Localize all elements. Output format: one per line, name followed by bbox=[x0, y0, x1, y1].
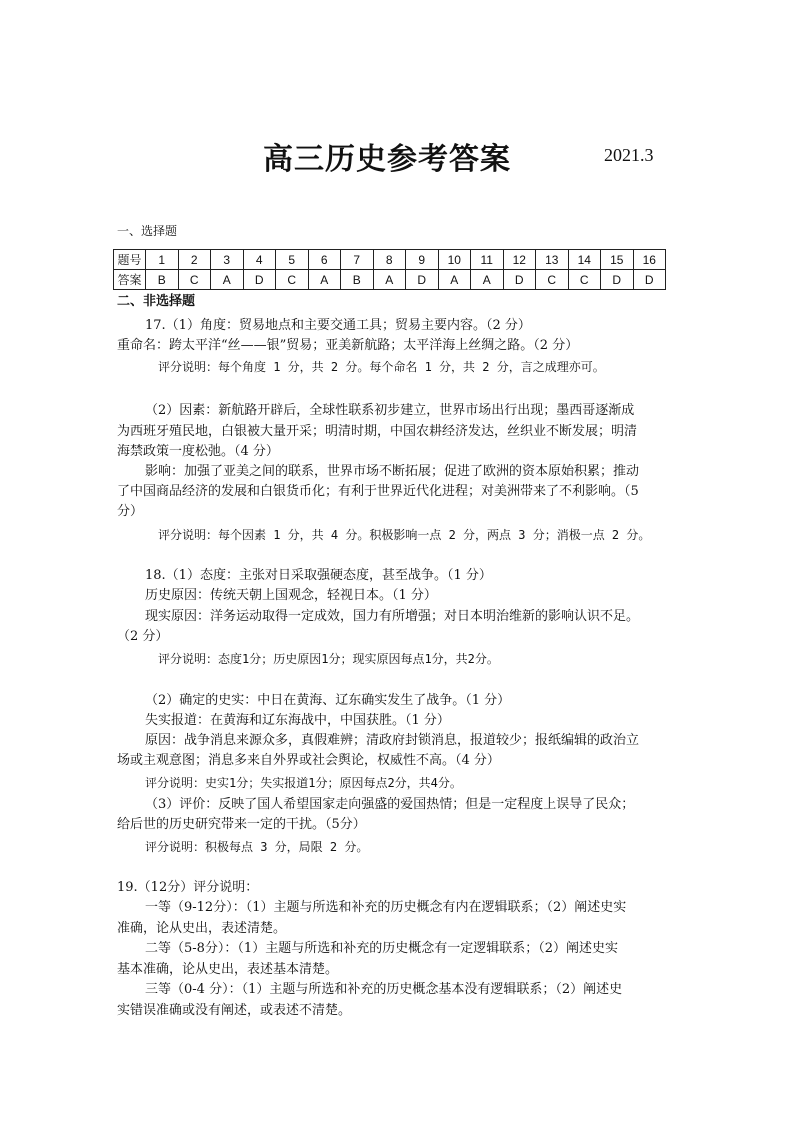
table-cell: 13 bbox=[536, 250, 569, 270]
q18-line: 失实报道：在黄海和辽东海战中，中国获胜。（1 分） bbox=[145, 713, 450, 728]
table-cell: D bbox=[503, 270, 536, 290]
q17-line: 海禁政策一度松弛。（4 分） bbox=[117, 444, 279, 459]
page-title: 高三历史参考答案 bbox=[263, 142, 511, 177]
table-cell: A bbox=[211, 270, 244, 290]
table-cell: C bbox=[178, 270, 211, 290]
q18-line: 原因：战争消息来源众多，真假难辨；清政府封锁消息，报道较少；报纸编辑的政治立 bbox=[145, 733, 640, 748]
q18-line: 历史原因：传统天朝上国观念，轻视日本。（1 分） bbox=[145, 588, 437, 603]
q18-line: 18.（1）态度：主张对日采取强硬态度，甚至战争。（1 分） bbox=[145, 568, 492, 583]
table-header-answer: 答案 bbox=[114, 270, 146, 290]
table-cell: C bbox=[568, 270, 601, 290]
table-row-numbers bbox=[114, 250, 666, 270]
q18-line: （3）评价：反映了国人希望国家走向强盛的爱国热情；但是一定程度上误导了民众； bbox=[145, 797, 635, 812]
table-header-number: 题号 bbox=[114, 250, 146, 270]
table-row-answers bbox=[114, 270, 666, 290]
table-cell: 15 bbox=[601, 250, 634, 270]
table-cell: C bbox=[536, 270, 569, 290]
table-cell: B bbox=[146, 270, 179, 290]
q18-line: （2 分） bbox=[117, 629, 169, 644]
q19-line: 实错误准确或没有阐述，或表述不清楚。 bbox=[117, 1003, 352, 1018]
table-cell: A bbox=[471, 270, 504, 290]
q17-line: 分） bbox=[117, 504, 144, 519]
table-cell: A bbox=[308, 270, 341, 290]
q19-line: 二等（5-8分）：（1）主题与所选和补充的历史概念有一定逻辑联系；（2）阐述史实 bbox=[145, 941, 618, 956]
table-cell: A bbox=[438, 270, 471, 290]
table-cell: 11 bbox=[471, 250, 504, 270]
q19-line: 一等（9-12分）：（1）主题与所选和补充的历史概念有内在逻辑联系；（2）阐述史实 bbox=[145, 900, 627, 915]
table-cell: A bbox=[373, 270, 406, 290]
table-cell: B bbox=[341, 270, 374, 290]
table-cell: D bbox=[633, 270, 666, 290]
section1-title: 一、选择题 bbox=[117, 224, 178, 238]
table-cell: C bbox=[276, 270, 309, 290]
q17-line: 重命名：跨太平洋“丝——银”贸易；亚美新航路；太平洋海上丝绸之路。（2 分） bbox=[117, 338, 579, 353]
table-cell: D bbox=[243, 270, 276, 290]
table-cell: 3 bbox=[211, 250, 244, 270]
q18-scoring-note: 评分说明：积极每点 3 分，局限 2 分。 bbox=[145, 840, 369, 854]
table-cell: D bbox=[601, 270, 634, 290]
table-cell: 5 bbox=[276, 250, 309, 270]
table-cell: D bbox=[406, 270, 439, 290]
table-cell: 10 bbox=[438, 250, 471, 270]
q17-scoring-note: 评分说明：每个因素 1 分，共 4 分。积极影响一点 2 分，两点 3 分；消极一点 2 分。 bbox=[158, 528, 651, 542]
table-cell: 12 bbox=[503, 250, 536, 270]
q18-scoring-note: 评分说明：史实1分；失实报道1分；原因每点2分，共4分。 bbox=[145, 776, 462, 790]
q18-line: 给后世的历史研究带来一定的干扰。（5分） bbox=[117, 817, 366, 832]
table-cell: 7 bbox=[341, 250, 374, 270]
q19-line: 准确，论从史出，表述清楚。 bbox=[117, 921, 287, 936]
q17-line: 为西班牙殖民地，白银被大量开采；明清时期，中国农耕经济发达，丝织业不断发展；明清 bbox=[117, 424, 638, 439]
date-label: 2021.3 bbox=[604, 145, 654, 165]
q19-line: 三等（0-4 分）：（1）主题与所选和补充的历史概念基本没有逻辑联系；（2）阐述史 bbox=[145, 982, 623, 997]
q17-line: 17.（1）角度：贸易地点和主要交通工具；贸易主要内容。（2 分） bbox=[145, 318, 531, 333]
section2-title: 二、非选择题 bbox=[117, 294, 196, 309]
table-cell: 2 bbox=[178, 250, 211, 270]
answer-table bbox=[113, 249, 666, 290]
q18-line: （2）确定的史实：中日在黄海、辽东确实发生了战争。（1 分） bbox=[145, 693, 511, 708]
q17-line: 影响：加强了亚美之间的联系，世界市场不断拓展；促进了欧洲的资本原始积累；推动 bbox=[145, 464, 640, 479]
q19-line: 基本准确，论从史出，表述基本清楚。 bbox=[117, 962, 339, 977]
q17-line: （2）因素：新航路开辟后，全球性联系初步建立，世界市场出行出现；墨西哥逐渐成 bbox=[145, 403, 635, 418]
q18-scoring-note: 评分说明：态度1分；历史原因1分；现实原因每点1分，共2分。 bbox=[158, 652, 499, 666]
table-cell: 16 bbox=[633, 250, 666, 270]
q18-line: 现实原因：洋务运动取得一定成效，国力有所增强；对日本明治维新的影响认识不足。 bbox=[145, 609, 640, 624]
table-cell: 9 bbox=[406, 250, 439, 270]
table-cell: 4 bbox=[243, 250, 276, 270]
table-cell: 14 bbox=[568, 250, 601, 270]
table-cell: 1 bbox=[146, 250, 179, 270]
table-cell: 8 bbox=[373, 250, 406, 270]
q18-line: 场或主观意图；消息多来自外界或社会舆论，权威性不高。（4 分） bbox=[117, 753, 500, 768]
q19-line: 19.（12分）评分说明： bbox=[117, 880, 259, 895]
q17-scoring-note: 评分说明：每个角度 1 分，共 2 分。每个命名 1 分，共 2 分，言之成理亦可。 bbox=[158, 360, 605, 374]
q17-line: 了中国商品经济的发展和白银货币化；有利于世界近代化进程；对美洲带来了不利影响。（5 bbox=[117, 484, 639, 499]
table-cell: 6 bbox=[308, 250, 341, 270]
